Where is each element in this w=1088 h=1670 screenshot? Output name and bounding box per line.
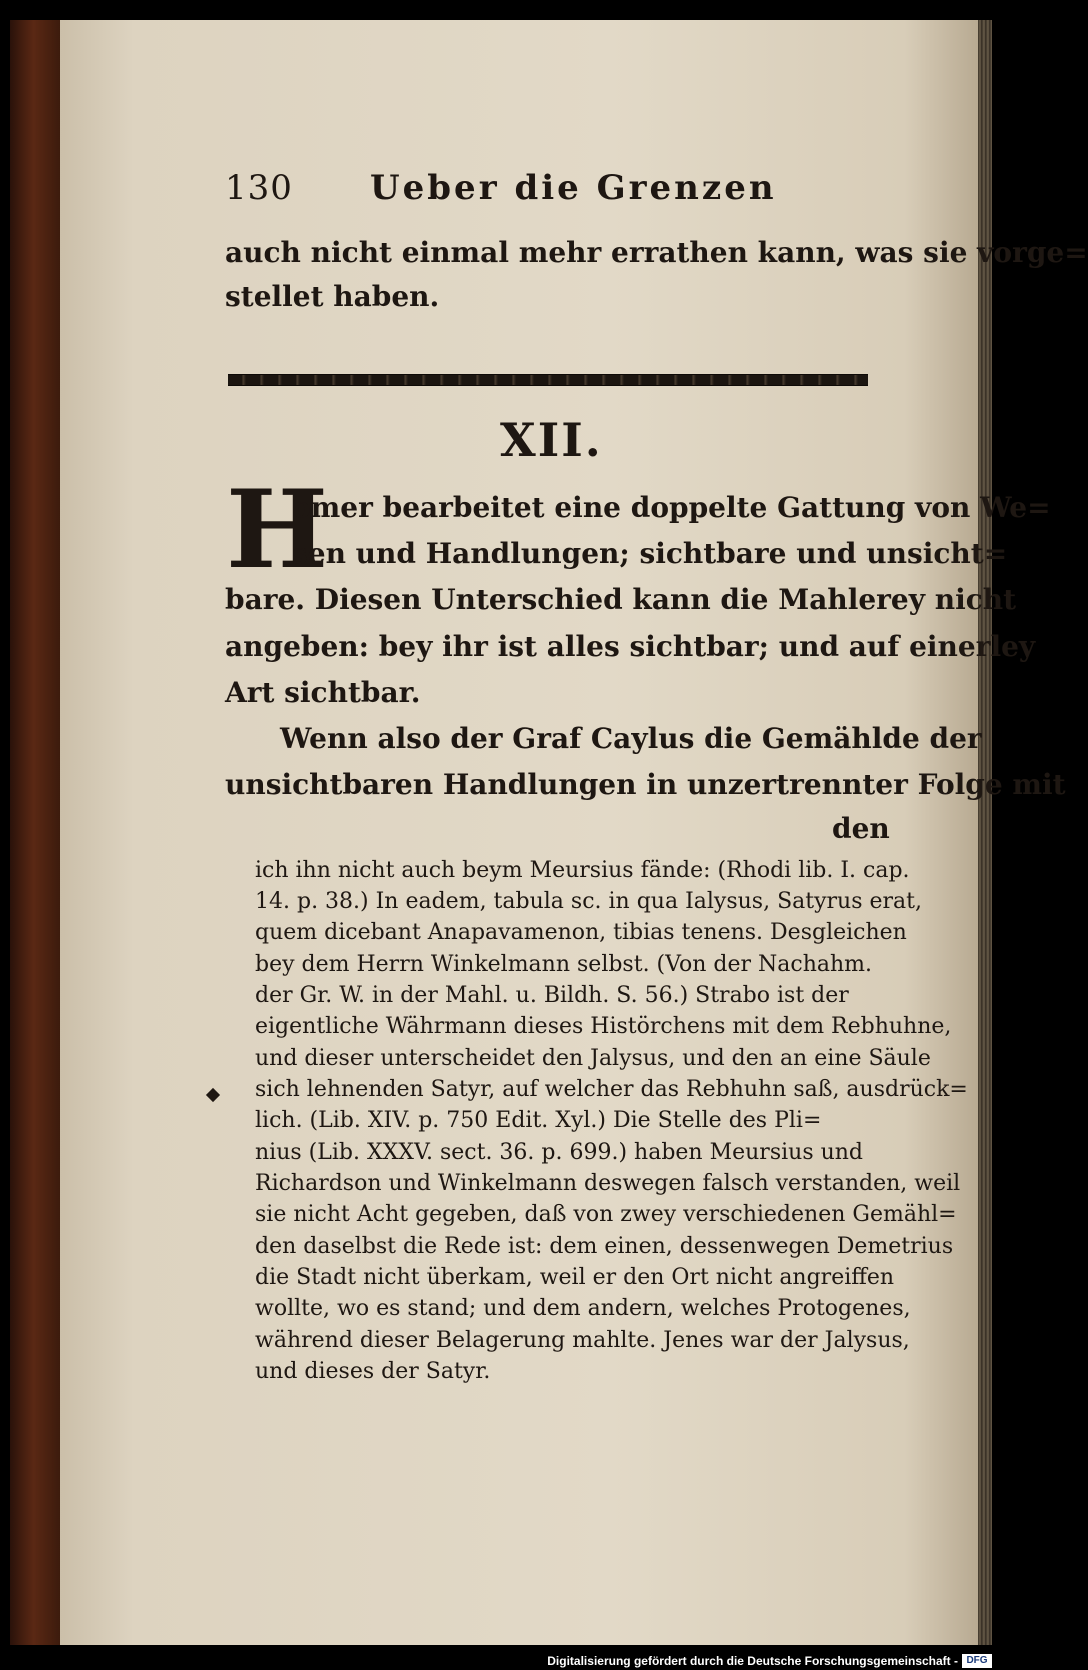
footnote-line: bey dem Herrn Winkelmann selbst. (Von der Nachahm.: [255, 952, 873, 977]
footnote-line: ich ihn nicht auch beym Meursius fände: (Rhodi lib. I. cap.: [255, 858, 910, 883]
dfg-logo-icon: DFG: [962, 1654, 992, 1668]
section-heading: XII.: [500, 413, 603, 467]
body-line: auch nicht einmal mehr errathen kann, was sie vorge=: [225, 236, 1088, 269]
catchword: den: [832, 812, 890, 845]
body-line: unsichtbaren Handlungen in unzertrennter Folge mit: [225, 768, 1066, 801]
footnote-line: der Gr. W. in der Mahl. u. Bildh. S. 56.) Strabo ist der: [255, 983, 849, 1008]
footnote-line: sich lehnenden Satyr, auf welcher das Rebhuhn saß, ausdrück=: [255, 1077, 968, 1102]
footnote-line: und dieses der Satyr.: [255, 1359, 491, 1384]
book-spine: [10, 20, 62, 1645]
page-header: [225, 168, 875, 218]
body-line: omer bearbeitet eine doppelte Gattung von We=: [292, 491, 1051, 524]
digitization-credit: Digitalisierung gefördert durch die Deutsche Forschungsgemeinschaft -: [547, 1654, 958, 1668]
ornamental-rule: [228, 374, 868, 386]
footnote-line: eigentliche Währmann dieses Histörchens mit dem Rebhuhne,: [255, 1014, 952, 1039]
page-number: 130: [225, 168, 293, 208]
footnote-line: nius (Lib. XXXV. sect. 36. p. 699.) haben Meursius und: [255, 1140, 864, 1165]
body-line: sen und Handlungen; sichtbare und unsicht=: [292, 537, 1008, 570]
footnote-line: Richardson und Winkelmann deswegen falsch verstanden, weil: [255, 1171, 961, 1196]
body-line: bare. Diesen Unterschied kann die Mahlerey nicht: [225, 583, 1017, 616]
body-line: Art sichtbar.: [225, 676, 421, 709]
footnote-line: und dieser unterscheidet den Jalysus, und den an eine Säule: [255, 1046, 931, 1071]
footnote-line: 14. p. 38.) In eadem, tabula sc. in qua Ialysus, Satyrus erat,: [255, 889, 922, 914]
footnote-line: wollte, wo es stand; und dem andern, welches Protogenes,: [255, 1296, 911, 1321]
running-title: Ueber die Grenzen: [370, 168, 777, 208]
footnote-line: sie nicht Acht gegeben, daß von zwey verschiedenen Gemähl=: [255, 1202, 957, 1227]
body-line: Wenn also der Graf Caylus die Gemählde der: [280, 722, 982, 755]
body-line: angeben: bey ihr ist alles sichtbar; und auf einerley: [225, 630, 1036, 663]
footnote-line: quem dicebant Anapavamenon, tibias tenens. Desgleichen: [255, 920, 907, 945]
footnote-line: während dieser Belagerung mahlte. Jenes war der Jalysus,: [255, 1328, 910, 1353]
body-line: stellet haben.: [225, 280, 440, 313]
drop-cap: H: [226, 467, 329, 593]
footnote-line: den daselbst die Rede ist: dem einen, dessenwegen Demetrius: [255, 1234, 954, 1259]
footnote-line: die Stadt nicht überkam, weil er den Ort nicht angreiffen: [255, 1265, 895, 1290]
footnote-line: lich. (Lib. XIV. p. 750 Edit. Xyl.) Die Stelle des Pli=: [255, 1108, 822, 1133]
